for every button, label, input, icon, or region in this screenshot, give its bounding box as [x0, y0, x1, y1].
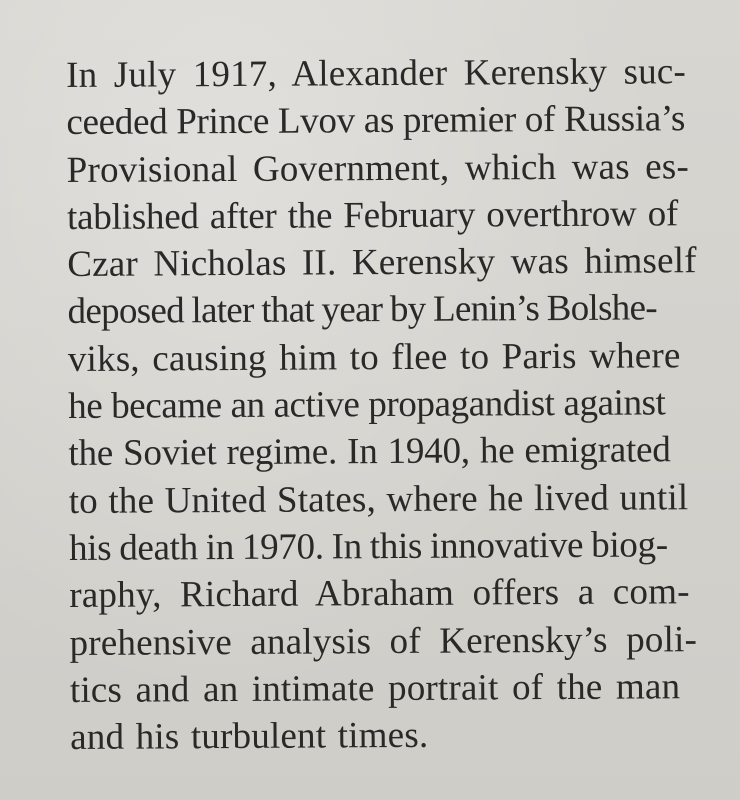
paragraph-line: ceeded Prince Lvov as premier of Russia’s [66, 98, 686, 144]
paragraph-line: Czar Nicholas II. Kerensky was himself [67, 240, 697, 286]
description-paragraph [66, 48, 710, 761]
paragraph-line: Provisional Government, which was es- [66, 145, 690, 191]
paragraph-line: his death in 1970. In this innovative biog- [68, 524, 668, 569]
paragraph-line: deposed later that year by Lenin’s Bolshe- [67, 287, 658, 333]
paragraph-line: In July 1917, Alexander Kerensky suc- [66, 51, 687, 96]
paragraph-line: prehensive analysis of Kerensky’s poli- [69, 618, 698, 664]
paragraph-line: viks, causing him to flee to Paris where [67, 335, 681, 380]
paragraph-line: raphy, Richard Abraham offers a com- [69, 571, 690, 617]
paragraph-line: the Soviet regime. In 1940, he emigrated [68, 429, 671, 475]
paragraph-line: and his turbulent times. [70, 714, 429, 759]
paragraph-line: tics and an intimate portrait of the man [69, 666, 681, 711]
paragraph-line: tablished after the February overthrow of [66, 193, 679, 238]
paragraph-line: to the United States, where he lived until [68, 476, 689, 522]
paragraph-line: he became an active propagandist against [68, 382, 666, 428]
